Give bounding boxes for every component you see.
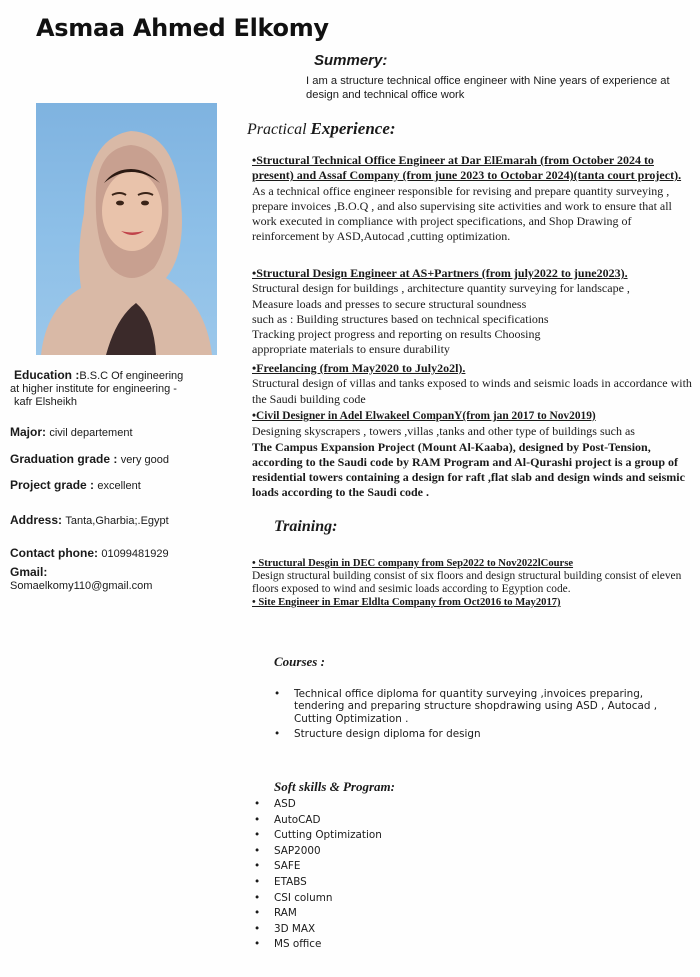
list-item: • SAFE — [274, 859, 382, 875]
phone-label: Contact phone: — [10, 546, 102, 560]
experience-job-4 — [252, 409, 692, 501]
skills-list — [274, 797, 382, 953]
courses-heading: Courses : — [274, 654, 325, 669]
gmail-value: Somaelkomy110@gmail.com — [10, 580, 153, 592]
education-value: B.S.C Of engineering — [79, 370, 184, 382]
list-item: • ETABS — [274, 875, 382, 891]
education-block — [10, 369, 210, 409]
training-block — [252, 557, 692, 609]
list-item: • MS office — [274, 937, 382, 953]
graduation-grade-line — [10, 453, 169, 467]
major-line — [10, 426, 133, 440]
training-item-1-title: • Structural Desgin in DEC company from Sep2022 to Nov2022lCourse — [252, 558, 574, 569]
list-item: • SAP2000 — [274, 844, 382, 860]
portrait-illustration — [36, 103, 217, 355]
experience-job-2 — [252, 266, 692, 358]
job-project-text: The Campus Expansion Project (Mount Al-Kaaba), designed by Post-Tension, according to the Saudi code by RAM Program and Al-Qurashi project is a group of residential towers containing a design for raft ,flat slab and design winds and seismic loads according to the Saudi code . — [252, 439, 685, 500]
phone-value: 01099481929 — [101, 548, 169, 560]
training-item-2-title: • Site Engineer in Emar Eldlta Company from Oct2016 to May2017) — [252, 597, 561, 608]
list-item: • CSI column — [274, 891, 382, 907]
summary-text: I am a structure technical office engineer with Nine years of experience at design and technical office work — [306, 75, 670, 101]
job-title: •Freelancing (from May2020 to July2o2l). — [252, 361, 466, 375]
job-description: Structural design of villas and tanks exposed to winds and seismic loads in accordance with the Saudi building code — [252, 376, 692, 406]
grad-label: Graduation grade : — [10, 452, 121, 466]
address-line — [10, 514, 169, 528]
project-label: Project grade : — [10, 478, 98, 492]
gmail-label: Gmail: — [10, 565, 48, 579]
job-title: •Structural Design Engineer at AS+Partners (from july2022 to june2023). — [252, 266, 628, 280]
experience-job-1 — [252, 153, 692, 245]
phone-line — [10, 547, 169, 561]
list-item: • 3D MAX — [274, 922, 382, 938]
list-item: • AutoCAD — [274, 813, 382, 829]
list-item: • RAM — [274, 906, 382, 922]
training-heading: Training: — [274, 518, 338, 535]
education-line2: at higher institute for engineering - — [10, 383, 177, 395]
education-line3: kafr Elsheikh — [14, 396, 77, 408]
job-line: Structural design for buildings , architecture quantity surveying for landscape , — [252, 281, 630, 296]
experience-heading-main: Experience: — [310, 119, 396, 138]
skills-heading: Soft skills & Program: — [274, 779, 395, 794]
job-description: As a technical office engineer responsible for revising and prepare quantity surveying , prepare invoices ,B.O.Q , and also supervising site activities and work to ensure that all work executed in compliance with project specifications, and Shop Drawing of reinforcement by ASD,Autocad ,cutting optimization. — [252, 183, 672, 244]
grad-value: very good — [120, 454, 169, 466]
experience-job-3 — [252, 361, 692, 407]
summary-heading: Summery: — [314, 52, 388, 69]
education-label: Education : — [14, 368, 80, 382]
job-line: such as : Building structures based on technical specifications — [252, 311, 549, 326]
training-item-1-text: Design structural building consist of six floors and design structural building consist of eleven floors exposed to wind and sesimic loads according to Egyption code. — [252, 570, 682, 595]
list-item: • Structure design diploma for design — [294, 728, 674, 740]
major-label: Major: — [10, 425, 50, 439]
job-title: •Structural Technical Office Engineer at Dar ElEmarah (from October 2024 to present) and Assaf Company (from june 2023 to Octobar 2024)(tanta court project). — [252, 153, 682, 183]
project-grade-line — [10, 479, 141, 493]
list-item: • Technical office diploma for quantity surveying ,invoices preparing, tendering and preparing structure shopdrawing using ASD , Autocad , Cutting Optimization . — [294, 688, 674, 725]
address-value: Tanta,Gharbia;.Egypt — [65, 515, 169, 527]
experience-heading-prefix: Practical — [247, 121, 311, 138]
job-line: Tracking project progress and reporting on results Choosing — [252, 327, 541, 342]
major-value: civil departement — [49, 427, 133, 439]
address-label: Address: — [10, 513, 66, 527]
profile-photo — [36, 103, 217, 355]
gmail-block — [10, 566, 152, 593]
list-item: • Cutting Optimization — [274, 828, 382, 844]
courses-list — [294, 688, 674, 744]
job-line: appropriate materials to ensure durability — [252, 342, 450, 357]
job-title: •Civil Designer in Adel Elwakeel CompanY(from jan 2017 to Nov2019) — [252, 410, 596, 422]
experience-heading — [247, 119, 396, 139]
project-value: excellent — [97, 480, 141, 492]
job-line: Designing skyscrapers , towers ,villas ,tanks and other type of buildings such as — [252, 424, 635, 439]
resume-name: Asmaa Ahmed Elkomy — [36, 14, 329, 42]
job-line: Measure loads and presses to secure structural soundness — [252, 296, 527, 311]
list-item: • ASD — [274, 797, 382, 813]
